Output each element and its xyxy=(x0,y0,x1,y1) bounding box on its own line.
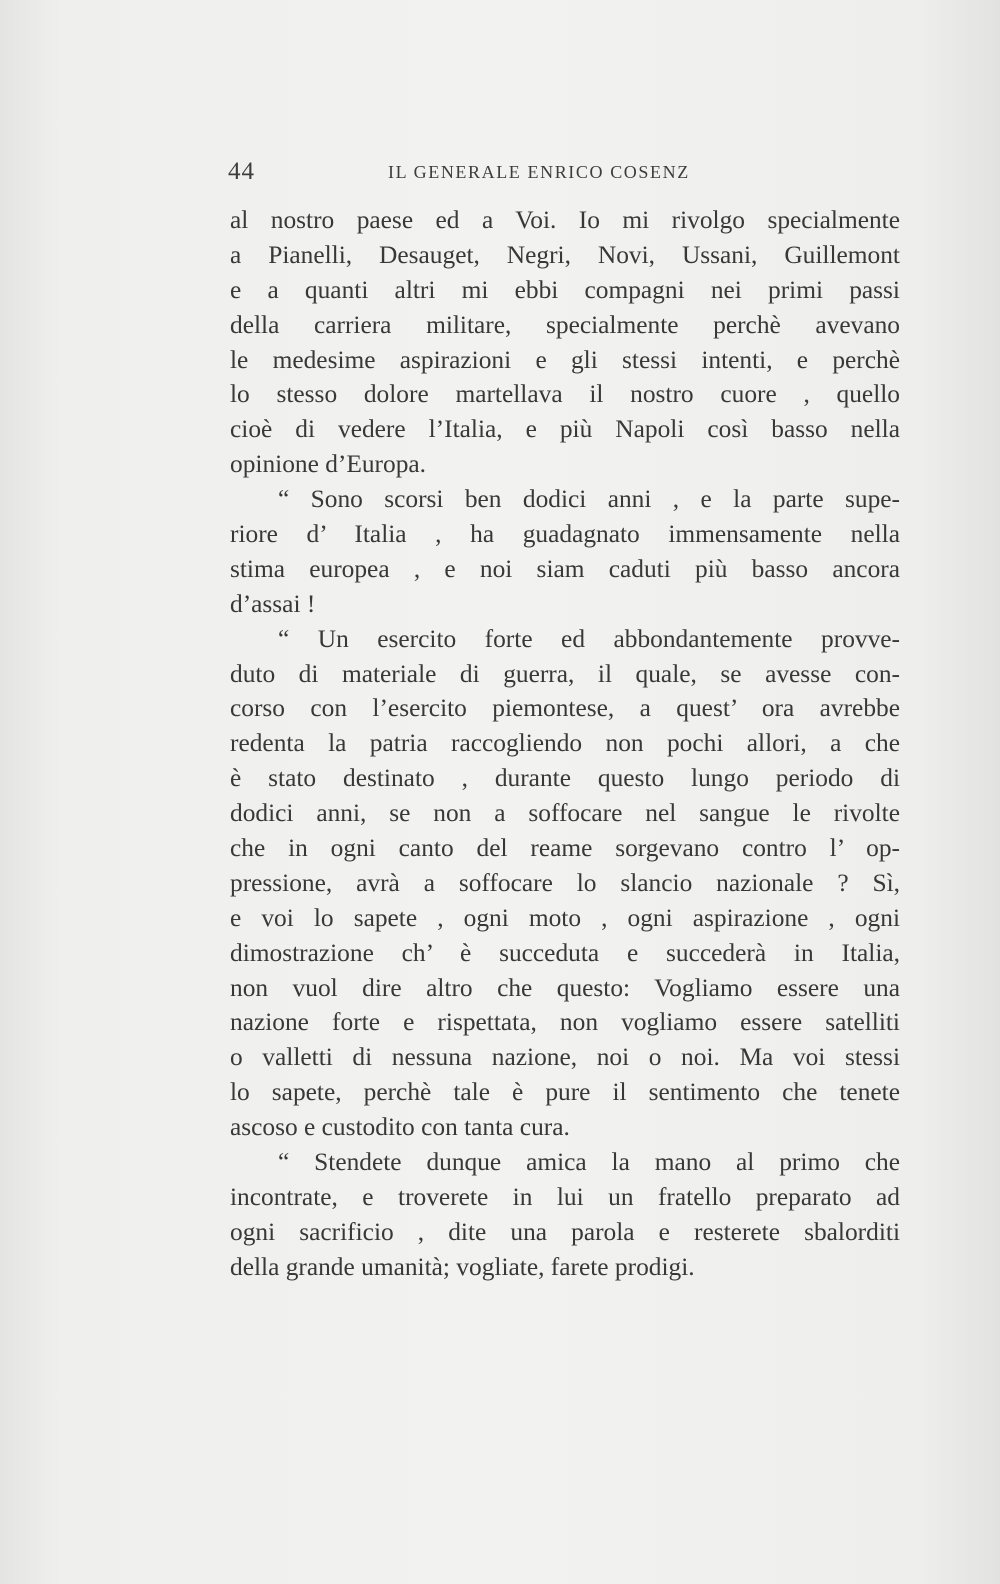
text-line: redenta la patria raccogliendo non pochi allori, a che xyxy=(230,729,900,758)
text-line: della carriera militare, specialmente perchè avevano xyxy=(230,310,900,339)
text-line: e voi lo sapete , ogni moto , ogni aspirazione , ogni xyxy=(230,903,900,932)
text-line: e a quanti altri mi ebbi compagni nei primi passi xyxy=(230,275,900,304)
text-line: che in ogni canto del reame sorgevano contro l’ op- xyxy=(230,834,900,863)
text-line: incontrate, e troverete in lui un fratello preparato ad xyxy=(230,1182,900,1211)
text-line: riore d’ Italia , ha guadagnato immensamente nella xyxy=(230,520,900,549)
text-line: dodici anni, se non a soffocare nel sangue le rivolte xyxy=(230,799,900,828)
text-line: cioè di vedere l’Italia, e più Napoli così basso nella xyxy=(230,415,900,444)
text-line: dimostrazione ch’ è succeduta e succederà in Italia, xyxy=(230,938,900,967)
page-number: 44 xyxy=(228,158,255,185)
paragraph-first-line: “ Stendete dunque amica la mano al primo che xyxy=(278,1148,900,1177)
text-line: opinione d’Europa. xyxy=(230,450,427,479)
text-line: nazione forte e rispettata, non vogliamo essere satelliti xyxy=(230,1008,900,1037)
text-line: o valletti di nessuna nazione, noi o noi. Ma voi stessi xyxy=(230,1043,900,1072)
running-head xyxy=(228,158,732,188)
text-line: le medesime aspirazioni e gli stessi intenti, e perchè xyxy=(230,345,900,374)
text-line: della grande umanità; vogliate, farete prodigi. xyxy=(230,1252,695,1281)
text-line: ascoso e custodito con tanta cura. xyxy=(230,1113,570,1142)
paragraph-first-line: “ Un esercito forte ed abbondantemente provve- xyxy=(278,624,900,653)
paragraph-first-line: “ Sono scorsi ben dodici anni , e la parte supe- xyxy=(278,485,900,514)
text-line: non vuol dire altro che questo: Vogliamo essere una xyxy=(230,973,900,1002)
text-line: pressione, avrà a soffocare lo slancio nazionale ? Sì, xyxy=(230,868,900,897)
text-line: a Pianelli, Desauget, Negri, Novi, Ussani, Guillemont xyxy=(230,240,900,269)
text-line: al nostro paese ed a Voi. Io mi rivolgo specialmente xyxy=(230,206,900,234)
running-title: IL GENERALE ENRICO COSENZ xyxy=(388,162,690,182)
text-line: lo sapete, perchè tale è pure il sentimento che tenete xyxy=(230,1078,900,1107)
text-line: ogni sacrificio , dite una parola e resterete sbalorditi xyxy=(230,1217,900,1246)
text-line: stima europea , e noi siam caduti più basso ancora xyxy=(230,554,900,583)
text-line: è stato destinato , durante questo lungo periodo di xyxy=(230,764,900,793)
text-line: d’assai ! xyxy=(230,589,316,618)
body-text xyxy=(230,203,900,1285)
text-line: lo stesso dolore martellava il nostro cuore , quello xyxy=(230,380,900,409)
text-line: duto di materiale di guerra, il quale, se avesse con- xyxy=(230,659,900,688)
text-line: corso con l’esercito piemontese, a quest’ ora avrebbe xyxy=(230,694,900,723)
